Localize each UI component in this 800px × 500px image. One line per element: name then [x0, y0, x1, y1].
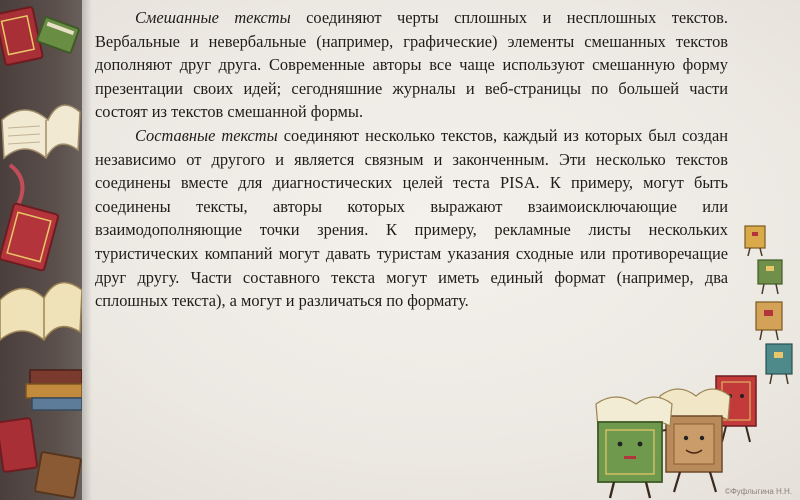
- ribbon-icon: [10, 165, 23, 205]
- red-book-icon: [0, 7, 43, 66]
- term-mixed-texts: Смешанные тексты: [135, 8, 291, 27]
- flying-books-illustration: [0, 0, 82, 500]
- small-book-character-icon: [758, 260, 782, 294]
- walking-books-illustration: [560, 220, 800, 500]
- green-book-character-icon: [596, 397, 672, 498]
- small-book-character-icon: [745, 226, 765, 256]
- green-book-icon: [37, 17, 80, 54]
- open-book-icon: [2, 105, 80, 158]
- red-book-icon: [0, 203, 59, 271]
- brown-book-icon: [35, 452, 81, 498]
- term-composite-texts: Составные тексты: [135, 125, 278, 145]
- paragraph-text: соединяют несколько текстов, каждый из которых был создан независимо от другого и является связным и законченным. Эти несколько текстов соединены вместе для диагностических целей теста PISA. К примеру, могут быть соединены тексты, авторы которых выражают взаимоисключающие или взаимодополняющие точки зрения. К примеру, рекламные листы нескольких туристических компаний могут давать туристам указания сходные или противоречащие друг другу. Части составного текста могут иметь единый формат (например, два сплошных текста), а могут и различаться по формату.: [95, 125, 728, 311]
- small-book-character-icon: [756, 302, 782, 340]
- paragraph-text: соединяют черты сплошных и несплошных текстов. Вербальные и невербальные (например, графические) элементы смешанных текстов дополняют друг друга. Современные авторы все чаще используют смешанную форму презентации своих идей; сегодняшние журналы и веб-страницы по большей части состоят из текстов смешанной формы.: [95, 8, 728, 122]
- strip-shadow: [82, 0, 92, 500]
- small-book-character-icon: [766, 344, 792, 384]
- paragraph-mixed-texts: [95, 6, 728, 124]
- open-book-icon: [0, 283, 82, 340]
- book-stack-icon: [26, 370, 82, 410]
- left-decor-strip: [0, 0, 82, 500]
- author-credit: ©Фуфлыгина Н.Н.: [724, 487, 792, 496]
- red-book-icon: [0, 418, 37, 472]
